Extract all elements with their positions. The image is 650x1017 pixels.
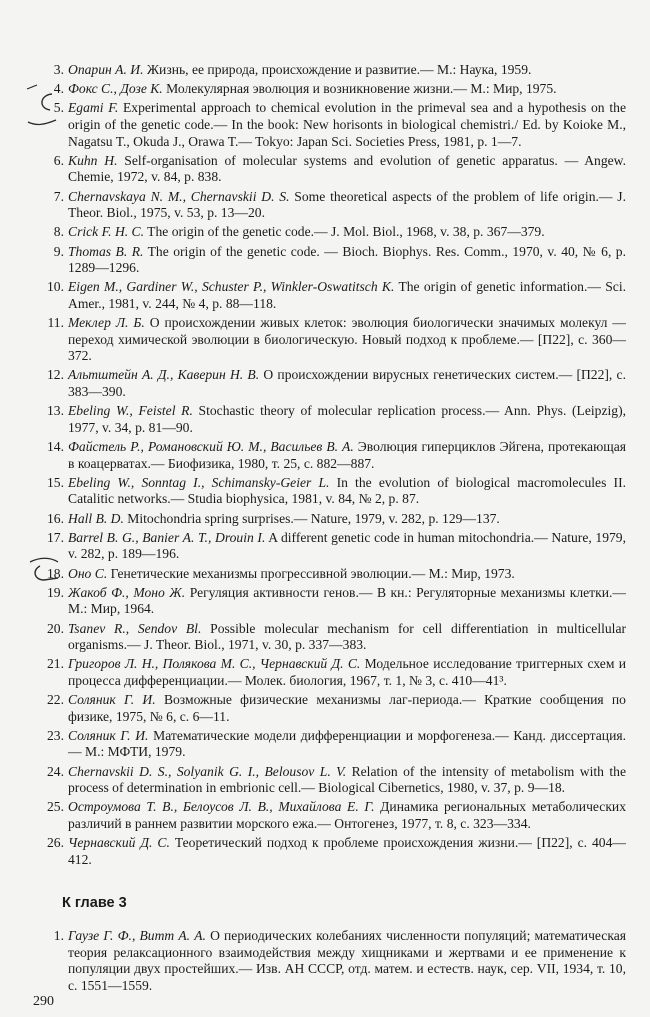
reference-item	[0, 566, 650, 583]
reference-item	[0, 100, 650, 150]
reference-authors: Chernavskaya N. M., Chernavskii D. S.	[68, 188, 290, 204]
reference-number: 4.	[53, 81, 64, 97]
page-number: 290	[33, 994, 54, 1009]
reference-number: 3.	[53, 62, 64, 77]
reference-text: Молекулярная эволюция и возникновение жизни.— М.: Мир, 1975.	[162, 81, 557, 97]
reference-number: 21.	[47, 656, 64, 672]
reference-number: 10.	[47, 279, 64, 295]
reference-text: The origin of the genetic code. — Bioch. Biophys. Res. Comm., 1970, v. 40, № 6, p. 1289—1296.	[68, 243, 627, 276]
reference-text: Жизнь, ее природа, происхождение и развитие.— М.: Наука, 1959.	[143, 62, 532, 77]
reference-item	[0, 189, 650, 222]
reference-number: 15.	[47, 474, 64, 490]
reference-item	[0, 621, 650, 654]
reference-item	[0, 764, 650, 797]
chapter-heading: К главе 3	[62, 895, 127, 911]
reference-text: Self-organisation of molecular systems and evolution of genetic apparatus. — Angew. Chemie, 1972, v. 84, p. 838.	[68, 152, 627, 185]
reference-list	[0, 62, 650, 871]
reference-authors: Ebeling W., Sonntag I., Schimansky-Geier L.	[68, 474, 330, 490]
reference-item	[0, 439, 650, 472]
reference-item	[0, 315, 650, 365]
reference-authors: Гаузе Г. Ф., Витт А. А.	[68, 928, 206, 943]
reference-item	[0, 835, 650, 868]
reference-text: Математические модели дифференциации и морфогенеза.— Канд. диссертация.— М.: МФТИ, 1979.	[68, 727, 627, 760]
reference-authors: Жакоб Ф., Моно Ж.	[68, 584, 186, 600]
reference-text: A different genetic code in human mitochondria.— Nature, 1979, v. 282, p. 189—196.	[68, 529, 626, 562]
reference-item	[0, 403, 650, 436]
reference-authors: Соляник Г. И.	[68, 692, 156, 708]
reference-authors: Ebeling W., Feistel R.	[68, 403, 193, 419]
reference-text: Stochastic theory of molecular replication process.— Ann. Phys. (Leipzig), 1977, v. 34, p. 81—90.	[68, 403, 626, 435]
reference-number: 7.	[53, 188, 64, 204]
reference-text: О происхождении живых клеток: эволюция биологически значимых молекул — переход химической эволюции в биологическую. Новый подход к проблеме.— [П22], с. 360—372.	[68, 315, 626, 364]
reference-authors: Egami F.	[68, 100, 119, 116]
reference-authors: Crick F. H. C.	[68, 224, 145, 240]
reference-text: Теоретический подход к проблеме происхождения жизни.— [П22], с. 404—412.	[68, 835, 626, 867]
reference-number: 14.	[47, 439, 64, 454]
reference-text: О периодических колебаниях численности популяций; математическая теория релаксационного взаимодействия между хищниками и жертвами и ее применение к популяции двух простейших.— Изв. АН СССР, отд. матем. и естеств. наук, сер. VII, 1934, т. 10, с. 1551—1559.	[68, 928, 626, 993]
reference-item	[0, 224, 650, 241]
reference-text: Генетические механизмы прогрессивной эволюции.— М.: Мир, 1973.	[107, 565, 515, 581]
reference-text: Possible molecular mechanism for cell differentiation in multicellular organisms.— J. Theor. Biol., 1971, v. 30, p. 337—383.	[68, 620, 627, 653]
reference-authors: Файстель Р., Романовский Ю. М., Васильев В. А.	[68, 439, 354, 454]
reference-number: 19.	[47, 584, 64, 600]
reference-authors: Tsanev R., Sendov Bl.	[68, 620, 202, 636]
reference-item	[0, 279, 650, 312]
reference-number: 12.	[47, 367, 64, 383]
chapter-reference-list	[0, 928, 650, 997]
reference-authors: Опарин А. И.	[68, 62, 144, 77]
reference-number: 24.	[47, 763, 64, 779]
reference-authors: Hall B. D.	[68, 510, 124, 526]
reference-text: Динамика региональных метаболических различий в раннем развитии морского ежа.— Онтогенез, 1977, т. 8, с. 323—334.	[68, 799, 626, 831]
reference-authors: Eigen M., Gardiner W., Schuster P., Winkler-Oswatitsch K.	[68, 279, 395, 295]
reference-number: 22.	[47, 692, 64, 708]
reference-number: 17.	[47, 529, 64, 545]
reference-number: 9.	[53, 243, 64, 259]
reference-item	[0, 153, 650, 186]
reference-item	[0, 511, 650, 528]
reference-item	[0, 81, 650, 98]
reference-authors: Меклер Л. Б.	[68, 315, 145, 331]
reference-text: Возможные физические механизмы лаг-периода.— Краткие сообщения по физике, 1975, № 6, с. 6—11.	[68, 692, 626, 724]
reference-number: 23.	[47, 727, 64, 743]
reference-number: 11.	[47, 315, 64, 331]
reference-text: Эволюция гиперциклов Эйгена, протекающая в коацерватах.— Биофизика, 1980, т. 25, с. 882—887.	[68, 439, 626, 471]
reference-number: 6.	[53, 152, 64, 168]
reference-number: 26.	[47, 835, 64, 851]
reference-authors: Чернавский Д. С.	[68, 835, 170, 851]
reference-text: Some theoretical aspects of the problem of life origin.— J. Theor. Biol., 1975, v. 53, p. 13—20.	[68, 188, 626, 221]
reference-authors: Григоров Л. Н., Полякова М. С., Чернавский Д. С.	[68, 656, 361, 672]
reference-number: 5.	[53, 100, 64, 116]
reference-number: 8.	[53, 224, 64, 240]
reference-item	[0, 928, 650, 994]
reference-item	[0, 728, 650, 761]
reference-authors: Остроумова Т. В., Белоусов Л. В., Михайлова Е. Г.	[68, 799, 375, 815]
reference-text: The origin of genetic information.— Sci. Amer., 1981, v. 244, № 4, p. 88—118.	[68, 279, 627, 311]
reference-item	[0, 656, 650, 689]
reference-item	[0, 244, 650, 277]
reference-text: Relation of the intensity of metabolism with the process of determination in embrionic cell.— Biological Cibernetics, 1980, v. 37, p. 9—18.	[68, 763, 626, 796]
reference-item	[0, 585, 650, 618]
reference-text: Регуляция активности генов.— В кн.: Регуляторные механизмы клетки.— М.: Мир, 1964.	[68, 584, 626, 617]
reference-authors: Альтштейн А. Д., Каверин Н. В.	[68, 367, 260, 383]
reference-text: О происхождении вирусных генетических систем.— [П22], с. 383—390.	[68, 367, 626, 400]
reference-item	[0, 799, 650, 832]
reference-number: 16.	[47, 510, 64, 526]
reference-authors: Chernavskii D. S., Solyanik G. I., Belousov L. V.	[68, 763, 347, 779]
reference-text: Mitochondria spring surprises.— Nature, 1979, v. 282, p. 129—137.	[123, 510, 500, 526]
reference-text: In the evolution of biological macromolecules II. Catalitic networks.— Studia biophysica, 1981, v. 84, № 2, p. 87.	[68, 474, 626, 507]
reference-number: 18.	[47, 565, 64, 581]
reference-item	[0, 692, 650, 725]
reference-authors: Kuhn H.	[68, 152, 118, 168]
reference-item	[0, 367, 650, 400]
reference-item	[0, 475, 650, 508]
reference-authors: Оно С.	[68, 565, 108, 581]
reference-authors: Фокс С., Дозе К.	[68, 81, 163, 97]
reference-text: Модельное исследование триггерных схем и процесса дифференциации.— Молек. биология, 1967, т. 1, № 3, с. 410—41³.	[68, 656, 626, 688]
reference-item	[0, 530, 650, 563]
reference-authors: Barrel B. G., Banier A. T., Drouin I.	[68, 529, 266, 545]
reference-authors: Соляник Г. И.	[68, 727, 149, 743]
reference-number: 25.	[47, 799, 64, 815]
reference-item	[0, 62, 650, 79]
reference-number: 13.	[47, 403, 64, 419]
reference-authors: Thomas B. R.	[68, 243, 144, 259]
reference-text: Experimental approach to chemical evolution in the primeval sea and a hypothesis on the origin of the genetic code.— In the book: New horisonts in biological chemistri./ Ed. by Koioke M., Nagatsu T., Okuda J., Orawa T.— Tokyo: Japan Sci. Societies Press, 1981, p. 1—7.	[68, 100, 626, 149]
reference-number: 1.	[53, 928, 64, 943]
reference-number: 20.	[47, 620, 64, 636]
reference-text: The origin of the genetic code.— J. Mol. Biol., 1968, v. 38, p. 367—379.	[144, 224, 545, 240]
